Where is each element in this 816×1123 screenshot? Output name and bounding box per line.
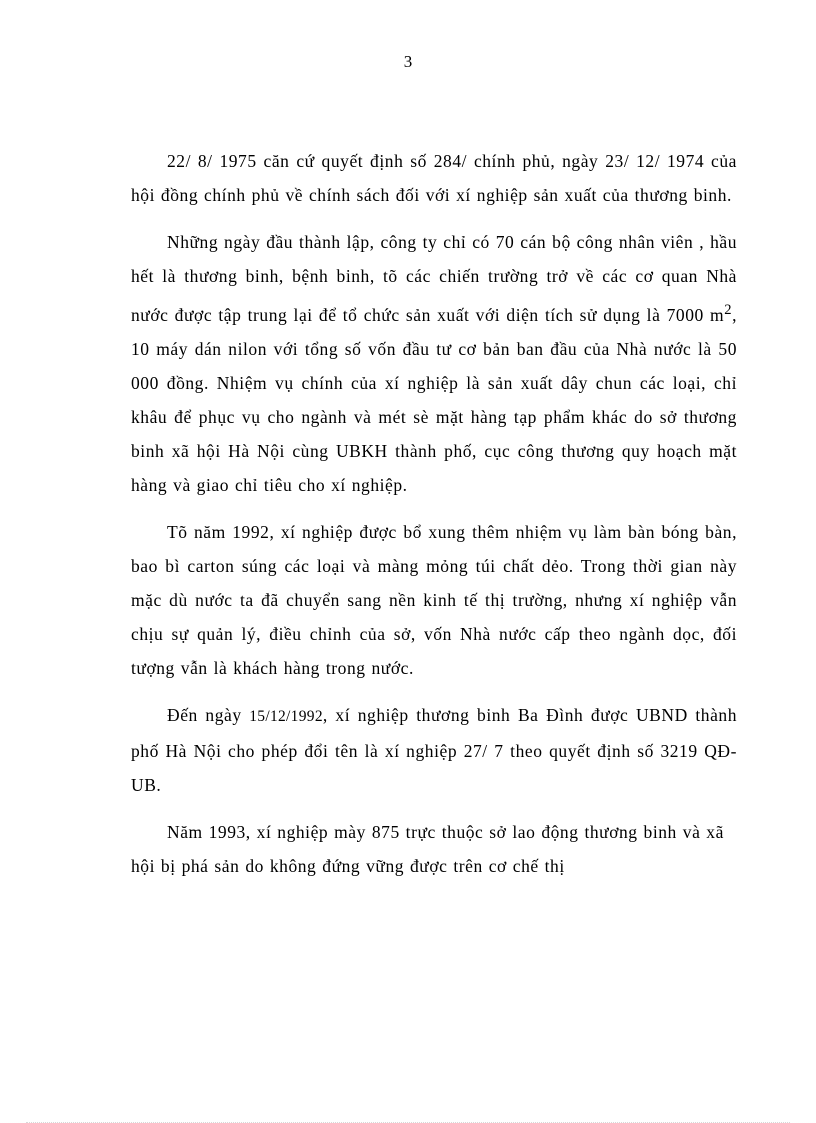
- paragraph-4-text-start: Đến ngày: [167, 704, 250, 725]
- paragraph-5: Năm 1993, xí nghiệp mày 875 trực thuộc sở lao động thương binh và xã hội bị phá sản do không đứng vững được trên cơ chế thị: [131, 821, 724, 876]
- superscript-exponent: 2: [724, 302, 733, 318]
- paragraph-4: [131, 698, 737, 802]
- paragraph-2: [131, 225, 737, 502]
- paragraph-1: 22/ 8/ 1975 căn cứ quyết định số 284/ chính phủ, ngày 23/ 12/ 1974 của hội đồng chính phủ về chính sách đối với xí nghiệp sản xuất của thương binh.: [131, 151, 737, 205]
- paragraph-4-date: 15/12/1992: [249, 707, 323, 725]
- paragraph-2-text-start: Những ngày đầu thành lập, công ty chỉ có 70 cán bộ công nhân viên , hầu hết là thương binh, bệnh binh, tõ các chiến trường trở về các cơ quan Nhà nước được tập trung lại để tổ chức sản xuất với diện tích sử dụng là 7000 m: [131, 232, 737, 325]
- body-text: [131, 144, 737, 896]
- page-number: 3: [403, 52, 413, 71]
- paragraph-2-text-end: , 10 máy dán nilon với tổng số vốn đầu tư cơ bản ban đầu của Nhà nước là 50 000 đồng. Nhiệm vụ chính của xí nghiệp là sản xuất dây chun các loại, chỉ khâu để phục vụ cho ngành và mét sè mặt hàng tạp phẩm khác do sở thương binh xã hội Hà Nội cùng UBKH thành phố, cục công thương quy hoạch mặt hàng và giao chỉ tiêu cho xí nghiệp.: [131, 304, 737, 495]
- paragraph-4-text-end: , xí nghiệp thương binh Ba Đình được UBND thành phố Hà Nội cho phép đổi tên là xí nghiệp 27/ 7 theo quyết định số 3219 QĐ-UB.: [131, 704, 738, 795]
- paragraph-3: Tõ năm 1992, xí nghiệp được bổ xung thêm nhiệm vụ làm bàn bóng bàn, bao bì carton súng các loại và màng mỏng túi chất dẻo. Trong thời gian này mặc dù nước ta đã chuyển sang nền kinh tế thị trường, nhưng xí nghiệp vẫn chịu sự quản lý, điều chỉnh của sở, vốn Nhà nước cấp theo ngành dọc, đối tượng vẫn là khách hàng trong nước.: [131, 521, 737, 678]
